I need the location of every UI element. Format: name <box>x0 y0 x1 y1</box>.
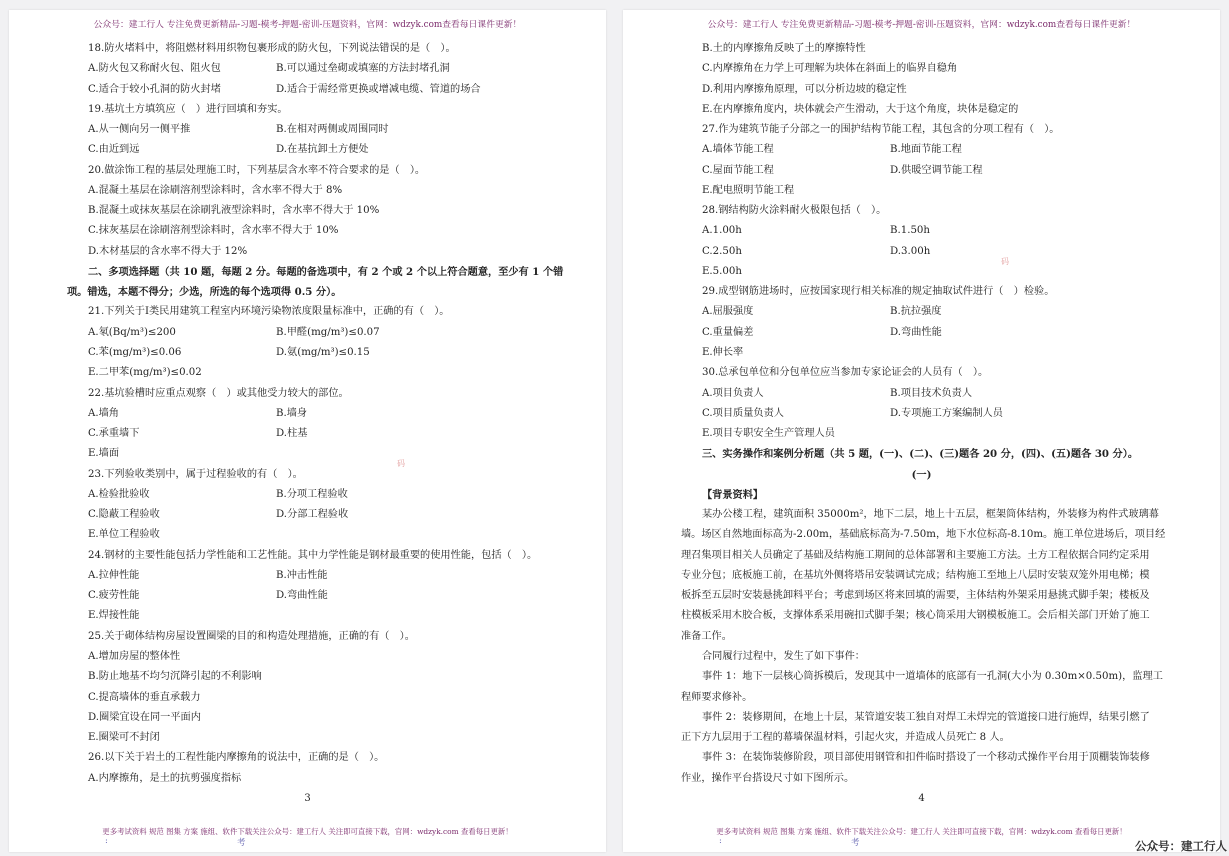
option-b: D.供暖空调节能工程 <box>890 164 983 176</box>
option-row <box>9 485 606 505</box>
option-a: A.屈服强度 <box>702 306 754 318</box>
paragraph-cont: 准备工作。 <box>681 630 732 642</box>
page-number: 4 <box>918 792 925 804</box>
option-row <box>9 404 606 424</box>
question-text: 24.钢材的主要性能包括力学性能和工艺性能。其中力学性能是钢材最重要的使用性能，包括（ ）。 <box>88 549 538 561</box>
question-text: 27.作为建筑节能子分部之一的围护结构节能工程，其包含的分项工程有（ ）。 <box>702 124 1060 136</box>
option-text: D.木材基层的含水率不得大于 12% <box>88 245 248 257</box>
option-text: E.配电照明节能工程 <box>702 184 795 196</box>
section-heading: 二、多项选择题（共 10 题，每题 2 分。每题的备选项中，有 2 个或 2 个以上符合题意，至少有 1 个错 <box>88 265 564 278</box>
option-row <box>9 323 606 343</box>
option-b: B.冲击性能 <box>276 569 328 581</box>
option-b: D.柱基 <box>276 428 308 440</box>
option-b: D.弯曲性能 <box>890 326 942 338</box>
option-b: D.3.00h <box>890 245 931 257</box>
option-text: A.混凝土基层在涂刷溶剂型涂料时，含水率不得大于 8% <box>88 184 343 196</box>
option-a: A.墙角 <box>88 407 119 419</box>
case-number: (一) <box>911 468 932 481</box>
question-text: 19.基坑土方填筑应（ ）进行回填和夯实。 <box>88 103 288 115</box>
footer-mark: : <box>719 836 722 846</box>
paragraph-cont: 作业，操作平台搭设尺寸如下图所示。 <box>681 772 855 784</box>
option-a: A.从一侧向另一侧平推 <box>88 124 191 136</box>
option-a: A.墙体节能工程 <box>702 144 774 156</box>
option-text: C.抹灰基层在涂刷溶剂型涂料时，含水率不得大于 10% <box>88 225 339 237</box>
option-a: A.拉伸性能 <box>88 569 140 581</box>
option-row <box>9 59 606 79</box>
option-text: B.土的内摩擦角反映了土的摩擦特性 <box>702 43 866 54</box>
option-b: D.在基抗卸土方便处 <box>276 144 369 156</box>
option-a: C.2.50h <box>702 245 742 257</box>
paragraph: 事件 1：地下一层核心筒拆模后，发现其中一道墙体的底部有一孔洞(大小为 0.30m×0.50m)，监理工 <box>702 671 1163 683</box>
option-a: C.承重墙下 <box>88 428 140 440</box>
page-number: 3 <box>304 792 311 804</box>
option-a: C.隐蔽工程验收 <box>88 509 160 521</box>
paragraph: 合同履行过程中，发生了如下事件： <box>702 650 865 662</box>
option-b: B.分项工程验收 <box>276 488 348 500</box>
footer-mark: 考 <box>851 838 860 848</box>
option-a: C.苯(mg/m³)≤0.06 <box>88 346 182 358</box>
paragraph: 事件 2：装修期间，在地上十层，某管道安装工独自对焊工未焊完的管道接口进行施焊，结果引燃了 <box>702 711 1150 723</box>
option-text: B.混凝土或抹灰基层在涂刷乳液型涂料时，含水率不得大于 10% <box>88 205 380 217</box>
option-a: A.氡(Bq/m³)≤200 <box>88 326 176 338</box>
question-text: 18.防火堵料中，将阻燃材料用织物包裹形成的防火包，下列说法错误的是（ ）。 <box>88 43 456 54</box>
option-a: A.项目负责人 <box>702 387 764 399</box>
page-left <box>9 10 606 852</box>
paragraph: 事件 3：在装饰装修阶段，项目部使用钢管和扣件临时搭设了一个移动式操作平台用于顶棚装饰装修 <box>702 752 1150 764</box>
option-row <box>623 302 1220 322</box>
background-title: 【背景资料】 <box>702 488 764 501</box>
option-text: B.防止地基不均匀沉降引起的不利影响 <box>88 671 262 683</box>
option-a: C.由近到远 <box>88 144 140 156</box>
page-header: 公众号：建工行人 专注免费更新精品-习题-模考-押题-密训-压题资料，官网：wdzyk.com查看每日课件更新！ <box>707 20 1136 30</box>
option-a: C.项目质量负责人 <box>702 407 784 419</box>
paragraph-cont: 柱模板采用木胶合板，支撑体系采用碗扣式脚手架；核心筒采用大钢模板施工。会后相关部门开始了施工 <box>681 610 1150 622</box>
question-text: 26.以下关于岩土的工程性能内摩擦角的说法中，正确的是（ ）。 <box>88 752 385 764</box>
watermark: 码 <box>397 459 405 468</box>
option-a: C.疲劳性能 <box>88 590 140 602</box>
option-b: B.抗拉强度 <box>890 306 942 318</box>
option-row <box>623 140 1220 160</box>
option-b: B.在相对两侧或周围同时 <box>276 124 389 136</box>
option-row <box>623 404 1220 424</box>
option-row <box>9 80 606 100</box>
question-text: 30.总承包单位和分包单位应当参加专家论证会的人员有（ ）。 <box>702 367 989 379</box>
option-row <box>9 343 606 363</box>
option-row <box>9 424 606 444</box>
option-row <box>9 505 606 525</box>
paragraph-cont: 理召集项目相关人员确定了基础及结构施工期间的总体部署和主要施工方法。土方工程依据合同约定采用 <box>681 549 1150 561</box>
page-right <box>623 10 1220 852</box>
page-footer: 更多考试资料 规范 图集 方案 施组、软件下载关注公众号：建工行人 关注即可直接下载，官网：wdzyk.com 查看每日更新！ <box>716 827 1127 836</box>
option-b: B.项目技术负责人 <box>890 387 973 399</box>
option-b: D.专项施工方案编制人员 <box>890 407 1003 419</box>
option-b: B.可以通过垒砌或填塞的方法封堵孔洞 <box>276 63 450 75</box>
option-a: C.适合于较小孔洞的防火封堵 <box>88 83 221 95</box>
option-text: A.增加房屋的整体性 <box>88 650 181 662</box>
option-a: A.1.00h <box>702 225 742 237</box>
page-body <box>623 39 1220 809</box>
question-text: 25.关于砌体结构房屋设置圈梁的目的和构造处理措施，正确的有（ ）。 <box>88 630 415 642</box>
option-text: E.5.00h <box>702 265 742 277</box>
page-footer: 更多考试资料 规范 图集 方案 施组、软件下载关注公众号：建工行人 关注即可直接下载，官网：wdzyk.com 查看每日更新！ <box>102 827 513 836</box>
option-text: E.在内摩擦角度内，块体就会产生滑动，大于这个角度，块体是稳定的 <box>702 103 1019 115</box>
paragraph-cont: 程师要求修补。 <box>681 691 753 703</box>
option-b: D.分部工程验收 <box>276 509 349 521</box>
option-row <box>623 242 1220 262</box>
option-b: B.地面节能工程 <box>890 144 962 156</box>
option-b: B.甲醛(mg/m³)≤0.07 <box>276 326 380 338</box>
question-text: 28.钢结构防火涂料耐火极限包括（ ）。 <box>702 205 887 217</box>
option-row <box>9 120 606 140</box>
paragraph: 某办公楼工程，建筑面积 35000m²，地下二层，地上十五层，框架筒体结构，外装修为构件式玻璃幕 <box>702 509 1159 521</box>
option-a: A.检验批验收 <box>88 488 150 500</box>
watermark: 码 <box>1001 257 1009 266</box>
paragraph-cont: 正下方九层用于工程的幕墙保温材料，引起火灾，并造成人员死亡 8 人。 <box>681 732 1010 744</box>
option-row <box>9 140 606 160</box>
option-row <box>623 323 1220 343</box>
question-text: 21.下列关于Ⅰ类民用建筑工程室内环境污染物浓度限量标准中，正确的有（ ）。 <box>88 306 450 318</box>
question-text: 29.成型钢筋进场时，应按国家现行相关标准的规定抽取试件进行（ ）检验。 <box>702 286 1055 298</box>
option-b: D.适合于需经常更换或增减电缆、管道的场合 <box>276 83 481 95</box>
option-a: C.重量偏差 <box>702 326 754 338</box>
option-row <box>9 586 606 606</box>
option-a: C.屋面节能工程 <box>702 164 774 176</box>
option-a: A.防火包又称耐火包、阻火包 <box>88 63 221 75</box>
option-row <box>623 161 1220 181</box>
option-text: E.二甲苯(mg/m³)≤0.02 <box>88 367 202 379</box>
footer-mark: : <box>105 836 108 846</box>
paragraph-cont: 板拆至五层时安装悬挑卸料平台；考虑到场区将来回填的需要，主体结构外架采用悬挑式脚手架；楼板及 <box>681 590 1150 602</box>
option-b: B.1.50h <box>890 225 930 237</box>
page-body <box>9 39 606 809</box>
option-b: D.弯曲性能 <box>276 590 328 602</box>
section-heading-cont: 项。错选，本题不得分；少选，所选的每个选项得 0.5 分）。 <box>67 286 342 299</box>
option-text: E.焊接性能 <box>88 610 140 622</box>
page-header: 公众号：建工行人 专注免费更新精品-习题-模考-押题-密训-压题资料，官网：wdzyk.com查看每日课件更新！ <box>93 20 522 30</box>
question-text: 20.做涂饰工程的基层处理施工时，下列基层含水率不符合要求的是（ ）。 <box>88 164 426 176</box>
paragraph-cont: 专业分包；底板施工前，在基坑外侧将塔吊安装调试完成；结构施工至地上八层时安装双笼外用电梯；模 <box>681 569 1150 581</box>
question-text: 22.基坑验槽时应重点观察（ ）或其他受力较大的部位。 <box>88 387 349 399</box>
footer-mark: 考 <box>237 838 246 848</box>
option-row <box>623 221 1220 241</box>
option-text: E.圈梁可不封闭 <box>88 732 160 744</box>
option-text: A.内摩擦角，是土的抗剪强度指标 <box>88 772 242 784</box>
option-text: E.伸长率 <box>702 346 744 358</box>
option-text: C.提高墙体的垂直承载力 <box>88 691 201 703</box>
option-b: B.墙身 <box>276 407 308 419</box>
option-text: E.单位工程验收 <box>88 529 160 541</box>
option-row <box>9 566 606 586</box>
option-text: D.利用内摩擦角原理，可以分析边坡的稳定性 <box>702 83 907 95</box>
option-text: D.圈梁宜设在同一平面内 <box>88 711 201 723</box>
question-text: 23.下列验收类别中，属于过程验收的有（ ）。 <box>88 468 303 480</box>
option-text: E.墙面 <box>88 448 120 460</box>
option-row <box>623 384 1220 404</box>
option-text: E.项目专职安全生产管理人员 <box>702 428 835 440</box>
option-b: D.氨(mg/m³)≤0.15 <box>276 346 370 358</box>
option-text: C.内摩擦角在力学上可理解为块体在斜面上的临界自稳角 <box>702 63 958 75</box>
corner-label: 公众号：建工行人 <box>1135 839 1227 853</box>
paragraph-cont: 墙。场区自然地面标高为-2.00m，基础底标高为-7.50m，地下水位标高-8.10m。施工单位进场后，项目经 <box>681 529 1166 541</box>
section-heading: 三、实务操作和案例分析题（共 5 题，(一)、(二)、(三)题各 20 分，(四)、(五)题各 30 分）。 <box>702 448 1139 461</box>
